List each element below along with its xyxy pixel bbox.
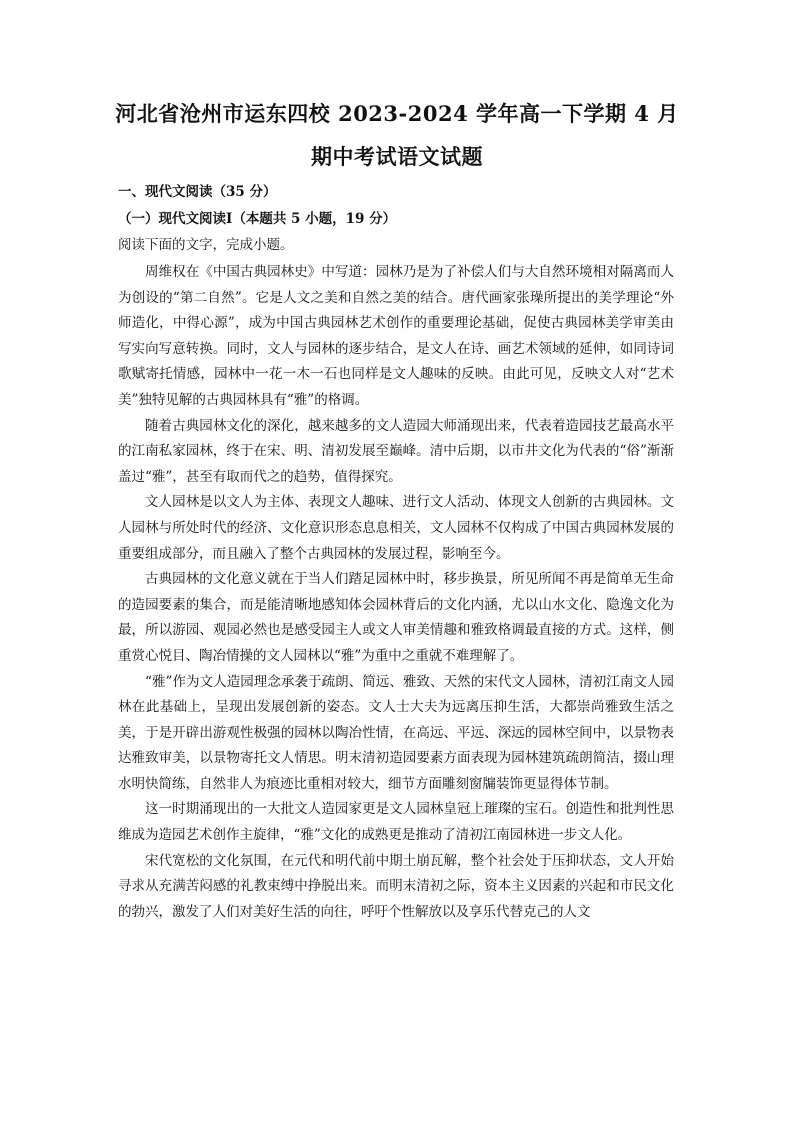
exam-title-line2: 期中考试语文试题 — [311, 144, 483, 169]
passage-body — [118, 260, 674, 925]
passage-paragraph: 周维权在《中国古典园林史》中写道：园林乃是为了补偿人们与大自然环境相对隔离而人为创设的“第二自然”。它是人文之美和自然之美的结合。唐代画家张璪所提出的美学理论“外师造化，中得心源”，成为中国古典园林艺术创作的重要理论基础，促使古典园林美学审美由写实向写意转换。同时，文人与园林的逐步结合，是文人在诗、画艺术领域的延伸，如同诗词歌赋寄托情感，园林中一花一木一石也同样是文人趣味的反映。由此可见，反映文人对“艺术美”独特见解的古典园林具有“雅”的格调。 — [118, 264, 674, 408]
reading-instruction: 阅读下面的文字，完成小题。 — [118, 237, 294, 253]
passage-paragraph: 文人园林是以文人为主体、表现文人趣味、进行文人活动、体现文人创新的古典园林。文人园林与所处时代的经济、文化意识形态息息相关，文人园林不仅构成了中国古典园林发展的重要组成部分，而且融入了整个古典园林的发展过程，影响至今。 — [118, 494, 674, 562]
passage-paragraph: 随着古典园林文化的深化，越来越多的文人造园大师涌现出来，代表着造园技艺最高水平的江南私家园林，终于在宋、明、清初发展至巅峰。清中后期，以市井文化为代表的“俗”渐渐盖过“雅”，甚至有取而代之的趋势，值得探究。 — [118, 417, 674, 485]
passage-paragraph: 古典园林的文化意义就在于当人们踏足园林中时，移步换景，所见所闻不再是简单无生命的造园要素的集合，而是能清晰地感知体会园林背后的文化内涵，尤以山水文化、隐逸文化为最，所以游园、观园必然也是感受园主人或文人审美情趣和雅致格调最直接的方式。这样，侧重赏心悦目、陶冶情操的文人园林以“雅”为重中之重就不难理解了。 — [118, 571, 674, 664]
exam-title-line1: 河北省沧州市运东四校 2023-2024 学年高一下学期 4 月 — [115, 101, 679, 126]
passage-paragraph: 这一时期涌现出的一大批文人造园家更是文人园林皇冠上璀璨的宝石。创造性和批判性思维成为造园艺术创作主旋律，“雅”文化的成熟更是推动了清初江南园林进一步文人化。 — [118, 801, 674, 844]
subsection-heading: （一）现代文阅读Ⅰ（本题共 5 小题，19 分） — [118, 211, 397, 227]
passage-paragraph: “雅”作为文人造园理念承袭于疏朗、简远、雅致、天然的宋代文人园林，清初江南文人园林在此基础上，呈现出发展创新的姿态。文人士大夫为远离压抑生活，大都崇尚雅致生活之美，于是开辟出游观性极强的园林以陶冶性情，在高远、平远、深远的园林空间中，以景物表达雅致审美，以景物寄托文人情思。明末清初造园要素方面表现为园林建筑疏朗简洁，掇山理水明快简练，自然非人为痕迹比重相对较大，细节方面雕刻窗牖装饰更显得体节制。 — [118, 673, 674, 792]
section-heading: 一、现代文阅读（35 分） — [118, 184, 277, 200]
passage-paragraph: 宋代宽松的文化氛围，在元代和明代前中期土崩瓦解，整个社会处于压抑状态，文人开始寻求从充满苦闷感的礼教束缚中挣脱出来。而明末清初之际，资本主义因素的兴起和市民文化的勃兴，激发了人们对美好生活的向往，呼吁个性解放以及享乐代替克己的人文 — [118, 852, 674, 920]
